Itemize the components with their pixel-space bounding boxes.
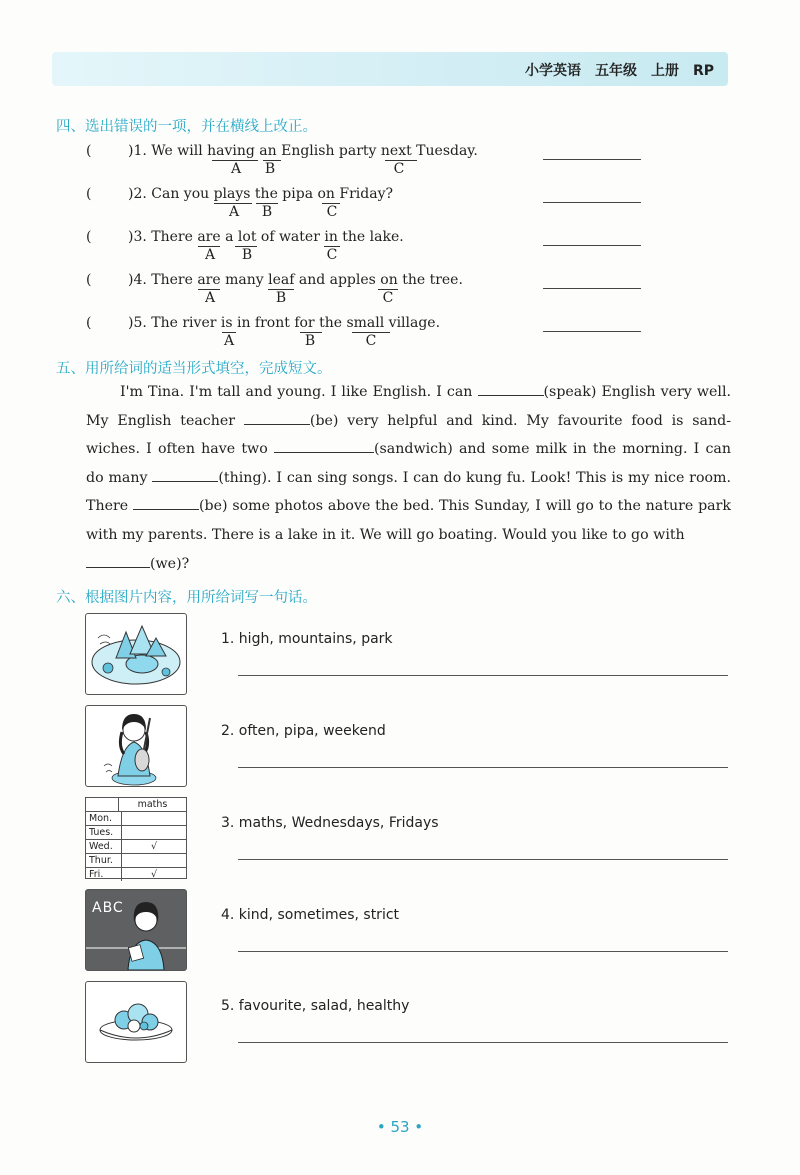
question-1-text: )1. We will having an English party next Tuesday. — [128, 143, 478, 159]
choice-letter: B — [264, 161, 276, 177]
tick-mark: √ — [150, 869, 158, 880]
choice-letter: A — [228, 204, 240, 220]
answer-line-1[interactable] — [543, 159, 641, 160]
choice-letter: B — [275, 290, 287, 306]
choice-letter: B — [261, 204, 273, 220]
answer-paren-2: ( — [86, 186, 92, 202]
section-6-title: 六、根据图片内容，用所给词写一句话。 — [56, 590, 317, 606]
item-2-words: 2. often, pipa, weekend — [221, 723, 386, 739]
choice-letter: A — [230, 161, 242, 177]
answer-paren-5: ( — [86, 315, 92, 331]
passage-text: (we)? — [150, 555, 190, 572]
choice-letter: A — [204, 247, 216, 263]
timetable-header: maths — [137, 799, 168, 810]
day-label: Thur. — [86, 854, 122, 867]
day-label: Wed. — [86, 840, 122, 853]
answer-paren-3: ( — [86, 229, 92, 245]
day-label: Tues. — [86, 826, 122, 839]
blank-2[interactable] — [244, 412, 310, 425]
blank-1[interactable] — [478, 383, 544, 396]
answer-paren-4: ( — [86, 272, 92, 288]
passage-text: (thing). I can sing songs. I can do kung fu. Look! This is my nice room. — [218, 469, 732, 486]
day-label: Fri. — [86, 868, 122, 881]
timetable-row — [86, 868, 186, 881]
answer-line-2[interactable] — [543, 202, 641, 203]
write-line-2[interactable] — [238, 767, 728, 768]
timetable-row — [86, 840, 186, 854]
answer-line-5[interactable] — [543, 331, 641, 332]
choice-letter: B — [241, 247, 253, 263]
tick-mark: √ — [150, 841, 158, 852]
salad-plate-picture — [85, 981, 187, 1063]
teacher-blackboard-picture — [85, 889, 187, 971]
timetable-row — [86, 854, 186, 868]
park-mountains-picture — [85, 613, 187, 695]
choice-letter: C — [326, 204, 338, 220]
blank-6[interactable] — [86, 555, 150, 568]
blackboard-text: ABC — [92, 900, 124, 916]
item-3-words: 3. maths, Wednesdays, Fridays — [221, 815, 439, 831]
write-line-3[interactable] — [238, 859, 728, 860]
tick-mark — [122, 812, 186, 825]
tick-mark — [122, 826, 186, 839]
timetable-header-row — [86, 798, 186, 812]
question-3-text: )3. There are a lot of water in the lake. — [128, 229, 404, 245]
passage-text: (be) some photos above the bed. This Sunday, I will go to the nature — [198, 498, 694, 515]
write-line-5[interactable] — [238, 1042, 728, 1043]
question-4-text: )4. There are many leaf and apples on the tree. — [128, 272, 463, 288]
question-2-text: )2. Can you plays the pipa on Friday? — [128, 186, 394, 202]
maths-timetable — [85, 797, 187, 879]
passage-text: (sandwich) and some milk in the morning. I can do — [86, 441, 731, 486]
tick-mark — [122, 854, 186, 867]
blank-3[interactable] — [274, 440, 374, 453]
choice-letter: C — [326, 247, 338, 263]
passage-text: I'm Tina. I'm tall and young. I like English. I can — [120, 384, 473, 400]
passage-text: many — [108, 469, 148, 486]
passage-text: well. My English teacher — [86, 384, 731, 429]
passage-text: (be) very helpful and kind. My favourite food is sand- — [309, 412, 731, 429]
blank-4[interactable] — [152, 469, 218, 482]
choice-letter: A — [204, 290, 216, 306]
answer-paren-1: ( — [86, 143, 92, 159]
write-line-1[interactable] — [238, 675, 728, 676]
item-4-words: 4. kind, sometimes, strict — [221, 907, 400, 923]
passage-text: There — [86, 498, 129, 515]
choice-letter: C — [393, 161, 405, 177]
passage-text: wiches. I often have two — [86, 441, 268, 458]
girl-playing-pipa-picture — [85, 705, 187, 787]
section-4-title: 四、选出错误的一项，并在横线上改正。 — [56, 119, 317, 135]
header-text: 小学英语 五年级 上册 RP — [524, 63, 714, 79]
answer-line-4[interactable] — [543, 288, 641, 289]
item-1-words: 1. high, mountains, park — [221, 631, 393, 647]
section-5-title: 五、用所给词的适当形式填空，完成短文。 — [56, 361, 332, 377]
choice-letter: C — [382, 290, 394, 306]
passage-text: park with my parents. There is a lake in it. We will go boating. Would you like to go with — [86, 498, 731, 543]
question-5-text: )5. The river is in front for the small village. — [128, 315, 441, 331]
day-label: Mon. — [86, 812, 122, 825]
choice-letter: A — [223, 333, 235, 349]
blank-5[interactable] — [133, 497, 199, 510]
timetable-row — [86, 826, 186, 840]
choice-letter: C — [365, 333, 377, 349]
choice-letter: B — [304, 333, 316, 349]
page-number: • 53 • — [376, 1118, 424, 1136]
write-line-4[interactable] — [238, 951, 728, 952]
answer-line-3[interactable] — [543, 245, 641, 246]
timetable-row — [86, 812, 186, 826]
passage-text: (speak) English very — [543, 384, 692, 400]
cloze-passage — [86, 378, 731, 578]
item-5-words: 5. favourite, salad, healthy — [221, 998, 410, 1014]
